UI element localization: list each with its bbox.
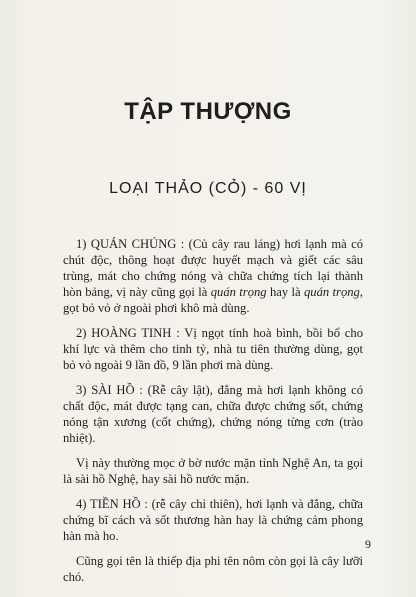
volume-title: TẬP THƯỢNG xyxy=(124,98,292,125)
italic-term: quán trọng xyxy=(304,285,360,299)
paragraph xyxy=(63,236,363,316)
section-title: LOẠI THẢO (CỎ) - 60 VỊ xyxy=(109,180,307,197)
paragraph xyxy=(63,496,363,544)
page-body xyxy=(63,236,363,594)
paragraph-text: hay là xyxy=(266,285,304,299)
paragraph-text: Vị này thường mọc ở bờ nước mặn tỉnh Nghệ An, ta gọi là sài hồ Nghệ, hay sài hồ nước mặn. xyxy=(63,456,363,486)
paragraph xyxy=(63,455,363,487)
paragraph-text: 2) HOÀNG TINH : Vị ngọt tính hoà bình, bồi bổ cho khí lực và thêm cho tinh tỷ, nhà tu tiên thường dùng, gọt bỏ vỏ ngoài 9 lần đồ, 9 lần phơi mà dùng. xyxy=(63,326,363,372)
paragraph-text: , gọt bỏ vỏ ở ngoài phơi khô mà dùng. xyxy=(63,285,364,315)
paragraph xyxy=(63,382,363,446)
paragraph xyxy=(63,325,363,373)
paragraph-text: 3) SÀI HỒ : (Rễ cây lật), đắng mà hơi lạnh không có chất độc, mát được tạng can, chữa được chứng sốt, chứng nóng tận xương (cốt chứng), chứng nóng từng cơn (trào nhiệt). xyxy=(63,383,363,445)
paragraph-text: 4) TIỀN HỒ : (rễ cây chỉ thiên), hơi lạnh và đắng, chữa chứng bĩ cách và sốt thương hàn hay là chứng cảm phong hàn mà ho. xyxy=(63,497,363,543)
paragraph-text: 1) QUÁN CHÚNG : (Củ cây rau láng) hơi lạnh mà có chút độc, thông hoạt được huyết mạch và giết các sâu trùng, mát cho chứng nóng và chữa chứng tích lại thành hòn bảng, vị này cũng gọi là xyxy=(63,237,363,299)
italic-term: quán trọng xyxy=(210,285,267,299)
paragraph xyxy=(63,553,363,585)
paragraph-text: Cũng gọi tên là thiếp địa phi tên nôm còn gọi là cây lưỡi chó. xyxy=(63,554,363,584)
page-number: 9 xyxy=(365,537,371,551)
